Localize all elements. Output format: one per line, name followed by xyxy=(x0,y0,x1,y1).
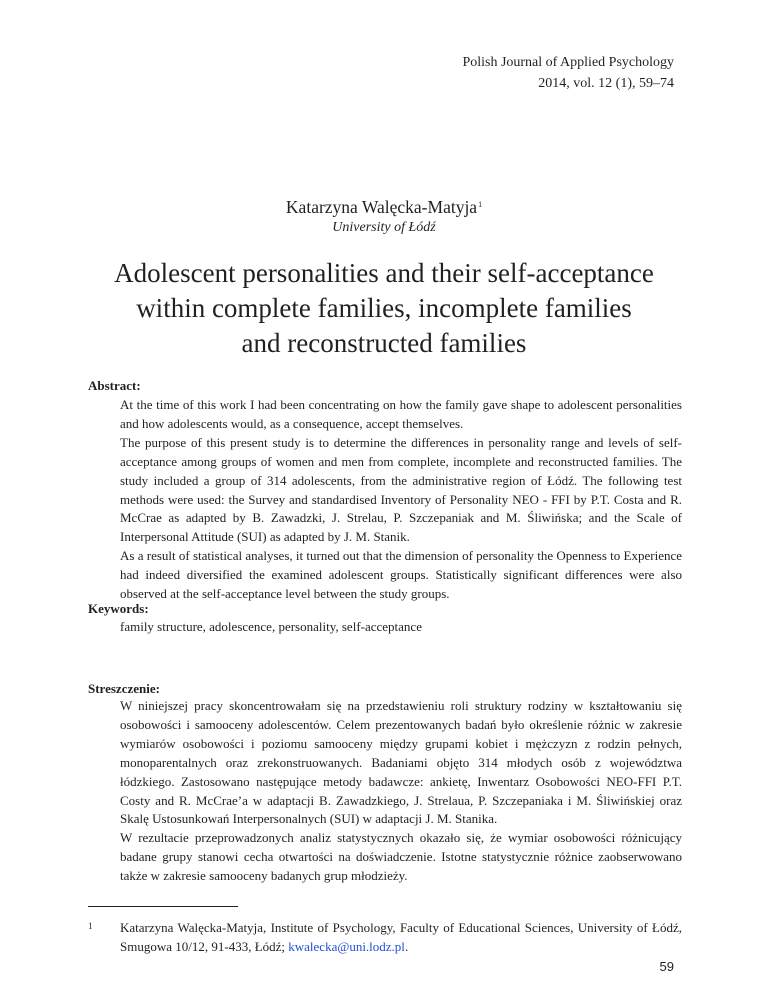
keywords-text: family structure, adolescence, personality, self-acceptance xyxy=(120,619,422,634)
author-line xyxy=(0,194,768,218)
abstract-paragraph: At the time of this work I had been concentrating on how the family gave shape to adolescent personalities and how adolescents would, as a consequence, accept themselves. xyxy=(120,397,682,431)
page-number: 59 xyxy=(659,959,674,974)
footnote-marker: 1 xyxy=(88,921,93,931)
author-email-link[interactable]: kwalecka@uni.lodz.pl xyxy=(288,938,405,954)
footnote-end: . xyxy=(404,938,409,954)
streszczenie-body xyxy=(120,697,682,886)
abstract-paragraph: The purpose of this present study is to determine the differences in personality range and levels of self-acceptance among groups of women and men from complete, incomplete and reconstructed families. The study included a group of 314 adolescents, from the administrative region of Łódź. The following test methods were used: the Survey and standardised Inventory of Personality NEO - FFI by P.T. Costa and R. McCrae as adapted by B. Zawadzki, J. Strelau, P. Szczepaniak and M. Śliwińska; and the Scale of Interpersonal Attitude (SUI) as adapted by J. M. Stanik. xyxy=(120,434,682,545)
title-line-3: and reconstructed families xyxy=(241,328,527,358)
title-line-1: Adolescent personalities and their self-acceptance xyxy=(114,258,654,288)
journal-header xyxy=(462,52,674,94)
author-name: Katarzyna Walęcka-Matyja xyxy=(285,197,478,217)
footnote xyxy=(88,919,682,957)
streszczenie-paragraph: W rezultacie przeprowadzonych analiz statystycznych okazało się, że wymiar osobowości różnicujący badane grupy stanowi cecha otwartości na doświadczenie. Istotne statystycznie różnice zaobserwowano także w zakresie samooceny badanych grup młodzieży. xyxy=(120,830,682,884)
footnote-text xyxy=(120,919,682,957)
journal-issue: 2014, vol. 12 (1), 59–74 xyxy=(538,76,674,91)
abstract-body xyxy=(120,396,682,604)
streszczenie-paragraph: W niniejszej pracy skoncentrowałam się na przedstawieniu roli struktury rodziny w kształtowaniu się osobowości i samooceny adolescentów. Celem prezentowanych badań było określenie różnic w zakresie wymiarów osobowości i poziomu samooceny między grupami kobiet i mężczyzn z rodzin pełnych, monoparentalnych oraz zrekonstruowanych. Badaniami objęto 314 młodych osób z województwa łódzkiego. Zastosowano następujące metody badawcze: ankietę, Inwentarz Osobowości NEO-FFI P.T. Costy and R. McCrae’a w adaptacji B. Zawadzkiego, J. Strelaua, P. Szczepaniaka i M. Śliwińskiej oraz Skalę Ustosunkowań Interpersonalnych (SUI) w adaptacji J. M. Stanika. xyxy=(120,698,682,827)
keywords-heading: Keywords: xyxy=(88,601,149,616)
streszczenie-heading: Streszczenie: xyxy=(88,681,160,696)
footnote-body: Katarzyna Walęcka-Matyja, Institute of Psychology, Faculty of Educational Sciences, University of Łódź, Smugowa 10/12, 91-433, Łódź; xyxy=(120,920,682,954)
abstract-heading: Abstract: xyxy=(88,378,141,393)
author-footnote-marker[interactable]: 1 xyxy=(478,200,483,209)
title-line-2: within complete families, incomplete families xyxy=(136,293,632,323)
paper-title xyxy=(0,256,768,361)
footnote-divider xyxy=(88,906,238,907)
abstract-paragraph: As a result of statistical analyses, it turned out that the dimension of personality the Openness to Experience had indeed diversified the examined adolescent groups. Statistically significant differences were also observed at the self-acceptance level between the study groups. xyxy=(120,548,682,602)
author-affiliation: University of Łódź xyxy=(332,220,436,235)
journal-name: Polish Journal of Applied Psychology xyxy=(462,55,674,70)
